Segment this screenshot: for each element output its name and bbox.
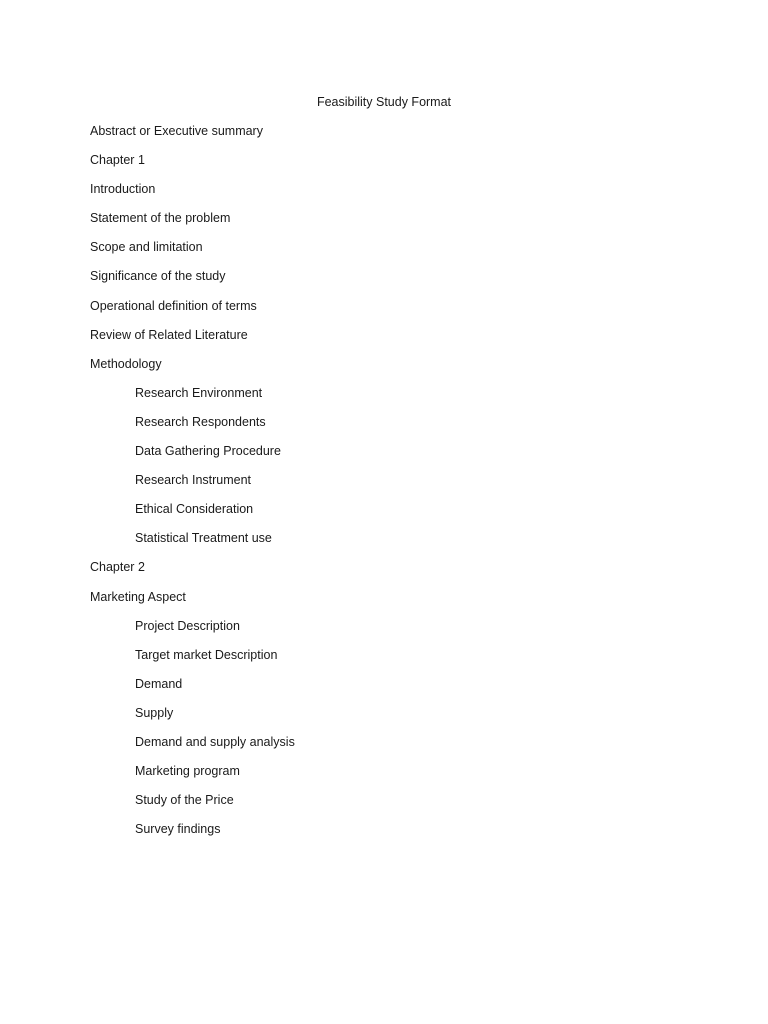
- outline-item: Introduction: [90, 182, 156, 197]
- outline-item: Ethical Consideration: [135, 502, 254, 517]
- outline-item: Chapter 2: [90, 560, 145, 575]
- outline-item: Study of the Price: [135, 793, 234, 808]
- outline-item: Chapter 1: [90, 153, 145, 168]
- outline-item: Demand: [135, 676, 183, 691]
- outline-item: Target market Description: [135, 647, 278, 662]
- outline-item: Marketing Aspect: [90, 589, 186, 604]
- outline-item: Abstract or Executive summary: [90, 124, 263, 138]
- outline-item: Methodology: [90, 356, 162, 371]
- outline-item: Significance of the study: [90, 269, 226, 284]
- outline-item: Data Gathering Procedure: [135, 444, 281, 459]
- outline-item: Statistical Treatment use: [135, 531, 272, 546]
- outline-item: Review of Related Literature: [90, 327, 248, 342]
- outline-item: Research Environment: [135, 385, 263, 400]
- outline-item: Marketing program: [135, 764, 240, 779]
- outline-item: Research Respondents: [135, 414, 266, 429]
- document-title: Feasibility Study Format: [316, 95, 452, 109]
- outline-item: Research Instrument: [135, 473, 252, 488]
- outline-item: Demand and supply analysis: [135, 734, 295, 749]
- outline-list: [0, 123, 768, 850]
- outline-item: Scope and limitation: [90, 240, 203, 255]
- outline-item: Survey findings: [135, 822, 221, 837]
- outline-item: Operational definition of terms: [90, 298, 257, 313]
- outline-item: Supply: [135, 705, 174, 720]
- outline-item: Statement of the problem: [90, 211, 231, 226]
- outline-item: Project Description: [135, 618, 240, 633]
